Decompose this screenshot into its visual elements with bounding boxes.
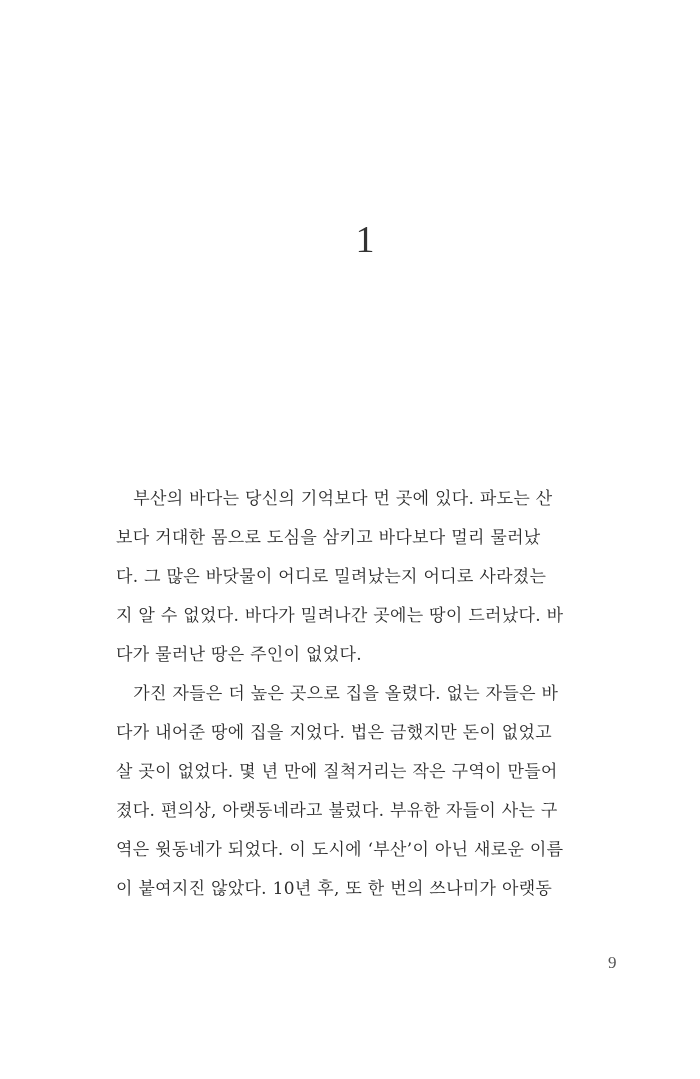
text-line: 살 곳이 없었다. 몇 년 만에 질척거리는 작은 구역이 만들어 (116, 762, 558, 782)
text-line: 이 붙여지진 않았다. 10년 후, 또 한 번의 쓰나미가 아랫동 (116, 879, 553, 899)
text-line: 다가 내어준 땅에 집을 지었다. 법은 금했지만 돈이 없었고 (116, 723, 552, 743)
text-line: 다가 물러난 땅은 주인이 없었다. (116, 645, 362, 665)
chapter-number: 1 (355, 219, 375, 261)
text-line: 지 알 수 없었다. 바다가 밀려나간 곳에는 땅이 드러났다. 바 (116, 606, 564, 626)
body-text (116, 480, 624, 909)
page-number: 9 (608, 953, 617, 972)
text-line: 부산의 바다는 당신의 기억보다 먼 곳에 있다. 파도는 산 (116, 489, 553, 509)
text-line: 가진 자들은 더 높은 곳으로 집을 올렸다. 없는 자들은 바 (116, 684, 559, 704)
text-line: 졌다. 편의상, 아랫동네라고 불렀다. 부유한 자들이 사는 구 (116, 801, 558, 821)
text-line: 역은 윗동네가 되었다. 이 도시에 ‘부산’이 아닌 새로운 이름 (116, 840, 564, 860)
text-line: 보다 거대한 몸으로 도심을 삼키고 바다보다 멀리 물러났 (116, 528, 541, 548)
text-line: 다. 그 많은 바닷물이 어디로 밀려났는지 어디로 사라졌는 (116, 567, 547, 587)
